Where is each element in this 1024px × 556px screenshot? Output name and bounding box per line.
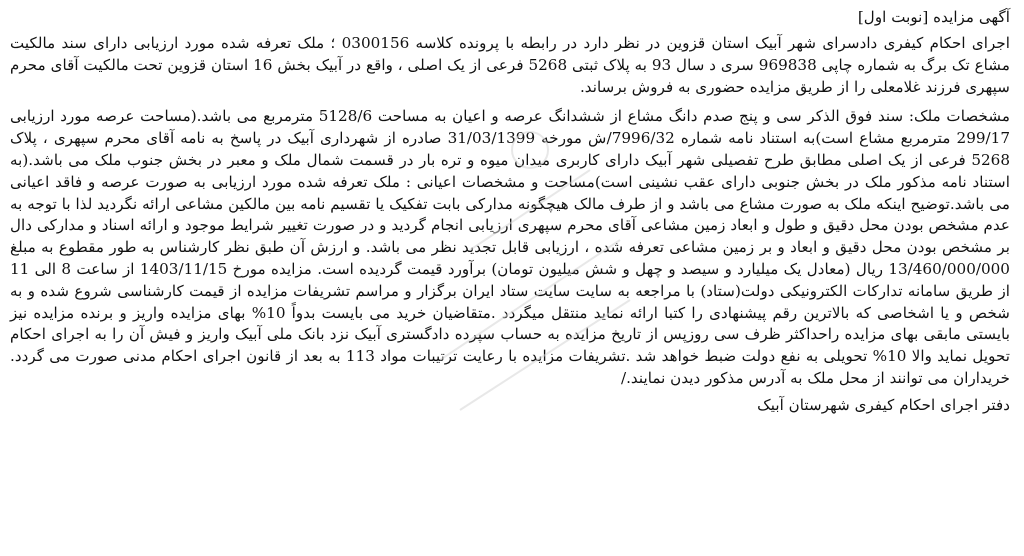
notice-title: آگهی مزایده [نوبت اول]	[857, 8, 1010, 26]
notice-intro-paragraph: اجرای احکام کیفری دادسرای شهر آبیک استان قزوین در نظر دارد در رابطه با پرونده کلاسه 0300156 ؛ ملک تعرفه شده مورد ارزیابی دارای سند مالکیت مشاع تک برگ به شماره چاپی 969838 سری د سال 93 به پلاک ثبتی 5268 فرعی از یک اصلی ، واقع در آبیک بخش 16 استان قزوین تحت مالکیت آقای محرم سپهری فرزند غلامعلی را از طریق مزایده حضوری به فروش برساند.	[10, 34, 1010, 96]
notice-signature: دفتر اجرای احکام کیفری شهرستان آبیک	[757, 395, 1010, 414]
property-details-paragraph: مشخصات ملک: سند فوق الذکر سی و پنج صدم دانگ مشاع از ششدانگ عرصه و اعیان به مساحت 5128/6 مترمربع می باشد.(مساحت عرصه مورد ارزیابی 299/17 مترمربع مشاع است)به استناد نامه شماره 7996/32/ش مورخه 31/03/1399 صادره از شهرداری آبیک در پاسخ به نامه آقای محرم سپهری ، پلاک 5268 فرعی از یک اصلی مطابق طرح تفصیلی شهر آبیک دارای کاربری میدان میوه و تره بار در قسمت شمال ملک و معبر در بخش جنوب ملک می باشد.(به استناد نامه مذکور ملک در بخش جنوبی دارای عقب نشینی است)مساحت و مشخصات اعیانی : ملک تعرفه شده مورد ارزیابی به صورت عرصه و فاقد اعیانی می باشد.توضیح اینکه ملک به صورت مشاع می باشد و از طرف مالک هیچگونه مدارکی بابت تفکیک یا تقسیم نامه بین مالکین مشاعی ارائه نگردید لذا با توجه به عدم مشخص بودن محل دقیق و طول و ابعاد زمین مشاعی آقای محرم سپهری ارزیابی انجام گردید و در صورت تغییر شرایط موجود و ارائه اسناد و مدارکی دال بر مشخص بودن محل دقیق و ابعاد و بر زمین مشاعی تعرفه شده ، ارزیابی قابل تجدید نظر می باشد. و ارزش آن طبق نظر کارشناس به طور مقطوع به مبلغ 13/460/000/000 ریال (معادل یک میلیارد و سیصد و چهل و شش میلیون تومان) برآورد قیمت گردیده است. مزایده مورخ 1403/11/15 از ساعت 8 الی 11 از طریق سامانه تدارکات الکترونیکی دولت(ستاد) با مراجعه به سایت سایت ستاد ایران برگزار و مراسم تشریفات مزایده از قیمت کارشناسی شروع شده و به شخص و یا اشخاصی که بالاترین رقم پیشنهادی را کتبا ارائه نماید منتقل میگردد .متقاضیان خرید می بایست بدواً 10% بهای مزایده واریز و برنده مزایده نیز بایستی مابقی بهای مزایده راحداکثر ظرف سی روزپس از تاریخ مزایده به حساب سپرده دادگستری آبیک نزد بانک ملی آبیک واریز و فیش آن را به اجرای احکام تحویل نماید والا 10% تحویلی به نفع دولت ضبط خواهد شد .تشریفات مزایده با رعایت ترتیبات مواد 113 به بعد از قانون اجرای احکام مدنی صورت می گردد. خریداران می توانند از محل ملک به آدرس مذکور دیدن نمایند./	[10, 107, 1011, 387]
